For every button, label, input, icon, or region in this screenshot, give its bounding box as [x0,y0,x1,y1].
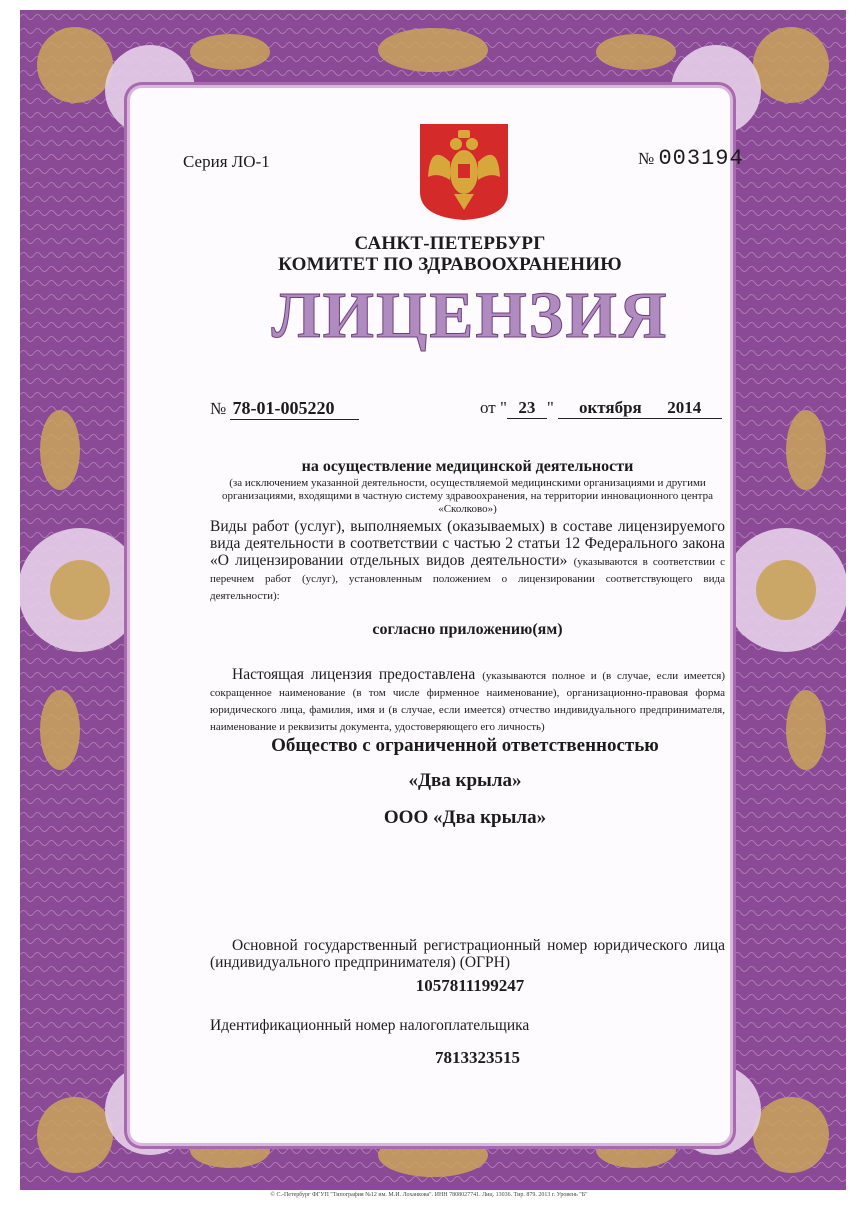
ogrn-value: 1057811199247 [415,976,525,995]
license-month: октября [578,398,642,417]
russian-coat-of-arms-icon [418,122,510,222]
grantee-short-name: ООО «Два крыла» [383,807,547,828]
license-number-value: 78-01-005220 [232,398,335,418]
ogrn-label: Основной государственный регистрационный номер юридического лица (индивидуального предпринимателя) (ОГРН) [210,937,725,971]
license-date-prefix: от [480,398,496,417]
form-number [638,146,744,171]
grantee-name-line2: «Два крыла» [408,770,522,791]
works-note-text: (указываются в соответствии с перечнем работ (услуг), установленным положением о лицензировании соответствующего вида деятельности): [210,556,726,602]
printer-footer: © С.-Петербург ФГУП "Типография №12 им. М.И. Лоханкова". ИНН 7808027741. Лиц. 13036. Тир. 879. 2013 г. Уровень "Б" [270,1192,588,1198]
authority-committee: КОМИТЕТ ПО ЗДРАВООХРАНЕНИЮ [278,254,622,275]
license-number [210,398,359,420]
inn-value: 7813323515 [435,1048,520,1067]
form-number-value: 003194 [658,146,744,171]
license-number-prefix: № [210,399,227,418]
series-label: Серия ЛО-1 [183,152,270,171]
form-number-prefix: № [638,149,655,168]
grantee-intro [210,666,725,734]
activity-heading: на осуществление медицинской деятельности [301,458,634,475]
works-value: согласно приложению(ям) [372,621,563,638]
document-title: ЛИЦЕНЗИЯ [271,279,669,352]
license-year: 2014 [667,398,702,417]
activity-note: (за исключением указанной деятельности, осуществляемой медицинскими организациями и другими организациями, входящими в частную систему здравоохранения, на территории инновационного центра «Сколково») [222,477,713,515]
works-paragraph [210,518,725,603]
grantee-intro-note: (указываются полное и (в случае, если имеется) сокращенное наименование (в том числе фирменное наименование), организационно-правовая форма юридического лица, фамилия, имя и (в случае, если имеется) отчество индивидуального предпринимателя, наименование и реквизиты документа, удостоверяющего его личность) [210,670,726,733]
grantee-name-line1: Общество с ограниченной ответственностью [271,735,659,756]
license-date: от " 23 " октября 2014 [480,398,722,419]
authority-city: САНКТ-ПЕТЕРБУРГ [354,233,546,254]
license-day: 23 [518,398,536,417]
works-main-text: Виды работ (услуг), выполняемых (оказываемых) в составе лицензируемого вида деятельности в соответствии с частью 2 статьи 12 Федерального закона «О лицензировании отдельных видов деятельности» [210,518,725,569]
grantee-intro-main: Настоящая лицензия предоставлена [232,666,476,683]
inn-label: Идентификационный номер налогоплательщика [210,1017,530,1034]
